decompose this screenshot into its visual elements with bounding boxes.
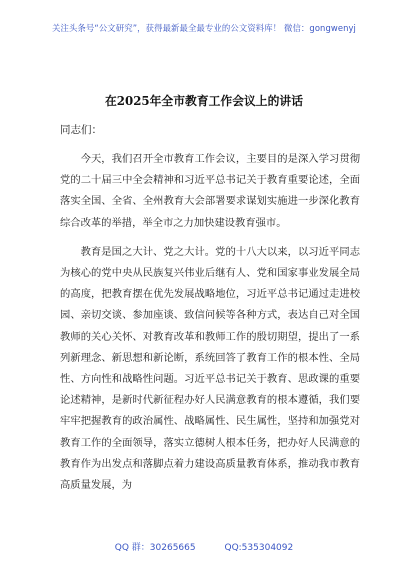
promo-header: 关注头条号“公文研究”，获得最新最全最专业的公文资料库！ 微信：gongwenyj <box>52 23 356 33</box>
contact-footer <box>0 540 408 553</box>
document-title: 在2025年全市教育工作会议上的讲话 <box>105 94 303 108</box>
salutation: 同志们： <box>60 124 102 136</box>
body-paragraph: 今天，我们召开全市教育工作会议，主要目的是深入学习贯彻党的二十届三中全会精神和习近平总书记关于教育重要论述，全面落实全国、全省、全州教育大会部署要求谋划实施进一步深化教育综合改革的举措，举全市之力加快建设教育强市。 <box>60 153 360 229</box>
document-body <box>60 149 360 504</box>
qq-group-label: QQ 群：30265665 <box>114 543 196 553</box>
body-paragraph: 教育是国之大计、党之大计。党的十八大以来，以习近平同志为核心的党中央从民族复兴伟业后继有人、党和国家事业发展全局的高度，把教育摆在优先发展战略地位，习近平总书记通过走进校园、亲切交谈、参加座谈、致信问候等各种方式，表达自己对全国教师的关心关怀、对教育改革和教师工作的殷切期望，提出了一系列新理念、新思想和新论断，系统回答了教育工作的根本性、全局性、方向性和战略性问题。习近平总书记关于教育、思政课的重要论述精神，是新时代新征程办好人民满意教育的根本遵循，我们要牢牢把握教育的政治属性、战略属性、民生属性，坚持和加强党对教育工作的全面领导，落实立德树人根本任务，把办好人民满意的教育作为出发点和落脚点着力建设高质量教育体系，推动我市教育高质量发展，为 <box>60 245 360 492</box>
qq-label: QQ:535304092 <box>224 543 294 553</box>
